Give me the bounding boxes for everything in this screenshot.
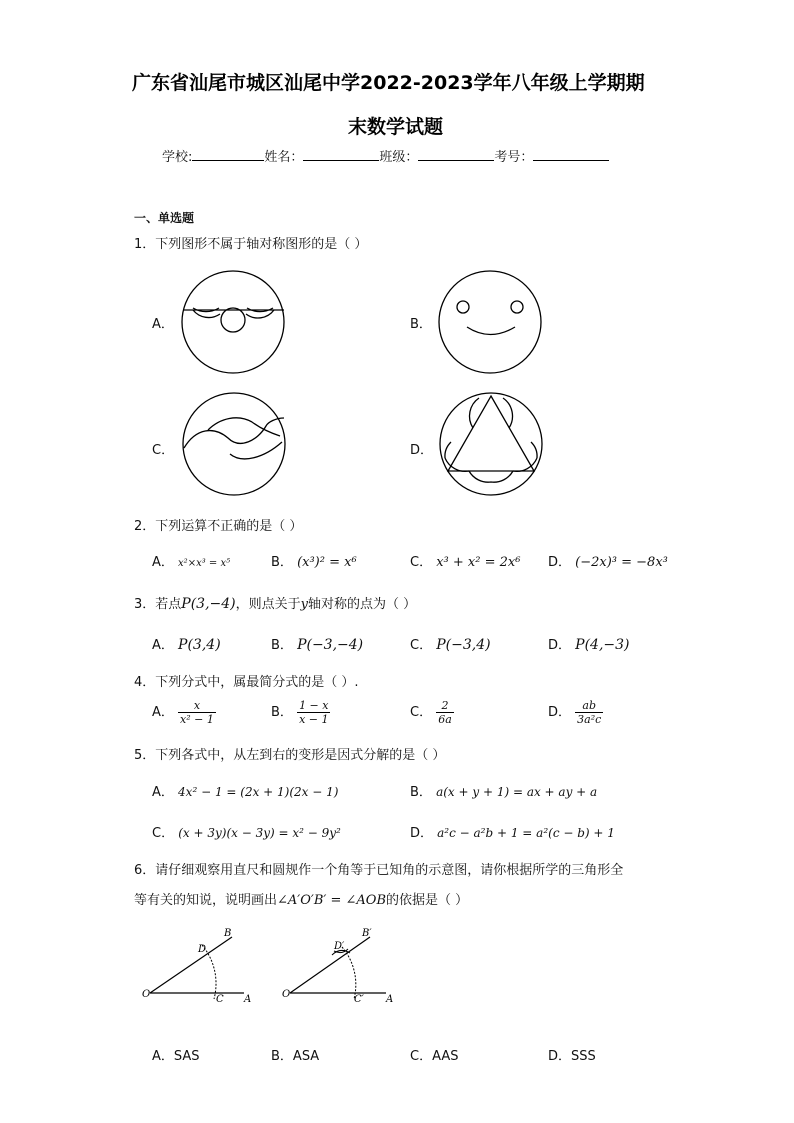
q2-option-c-expr: x³ + x² = 2x⁶ [436,555,521,570]
q2-option-d[interactable] [548,551,668,570]
q3-option-d[interactable] [548,634,630,653]
q4-a-denominator: x² − 1 [180,713,214,726]
student-info-line [162,146,609,165]
q6-left-label-a: A [244,994,252,1005]
q4-stem: 4．下列分式中，属最简分式的是（ ）. [134,675,359,690]
q1-figure-c[interactable] [180,392,288,496]
q5-option-c[interactable] [152,822,341,841]
q4-b-denominator: x − 1 [299,713,329,726]
q6-option-b-text: ASA [292,1049,320,1064]
q3-stem-pre: 3．若点 [134,597,182,612]
q6-option-a[interactable] [152,1045,200,1064]
q5-option-d-label: D． [410,826,434,841]
q4-c-denominator: 6a [438,713,452,726]
q1-figure-d[interactable] [437,392,545,496]
q6-stem-line1: 6．请仔细观察用直尺和圆规作一个角等于已知角的示意图，请你根据所学的三角形全 [134,863,624,878]
q6-left-label-b: B [224,928,232,939]
q5-option-c-label: C． [152,826,175,841]
q2-option-d-label: D． [548,555,572,570]
q3-stem-axis: y [300,597,308,612]
q3-option-d-label: D． [548,638,572,653]
q3-option-c-label: C． [410,638,433,653]
q5-option-d-expr: a²c − a²b + 1 = a²(c − b) + 1 [437,826,615,840]
q6-right-label-b: B′ [362,928,372,939]
q4-option-d-label: D． [548,705,572,720]
q3-stem-point: P(3,−4) [181,596,236,612]
q6-option-d[interactable] [548,1045,596,1064]
q5-option-c-expr: (x + 3y)(x − 3y) = x² − 9y² [178,826,341,840]
q6-option-b-label: B． [271,1049,293,1064]
q1-option-a-label[interactable]: A． [152,317,174,332]
q6-stem-line2-pre: 等有关的知说，说明画出 [134,893,278,908]
q1-figure-a[interactable] [180,270,290,374]
q4-d-numerator: ab [582,699,597,712]
q1-option-d-label[interactable]: D． [410,443,434,458]
q3-option-c[interactable] [410,634,491,653]
q4-option-b-fraction [297,699,330,726]
q2-option-a-label: A． [152,555,174,570]
q4-b-numerator: 1 − x [299,699,329,712]
q3-option-a[interactable] [152,634,221,653]
q6-right-label-a: A [386,994,394,1005]
q4-option-a-label: A． [152,705,174,720]
q3-option-c-expr: P(−3,4) [436,637,491,653]
q2-option-b[interactable] [271,551,357,570]
q3-option-b[interactable] [271,634,363,653]
q5-option-b-label: B． [410,785,432,800]
q2-option-a[interactable] [152,551,230,570]
school-blank[interactable] [192,148,264,161]
q6-option-c[interactable] [410,1045,458,1064]
q3-option-a-label: A． [152,638,174,653]
q5-option-b-expr: a(x + y + 1) = ax + ay + a [436,785,598,799]
q1-option-b-label[interactable]: B． [410,317,432,332]
q2-stem: 2．下列运算不正确的是（ ） [134,519,303,534]
q3-option-d-expr: P(4,−3) [575,637,630,653]
q4-option-c-label: C． [410,705,433,720]
school-label: 学校: [162,150,193,165]
q3-option-b-label: B． [271,638,293,653]
class-label: 班级： [379,150,419,165]
q4-a-numerator: x [193,699,201,712]
q2-option-d-expr: (−2x)³ = −8x³ [575,555,668,570]
q4-option-b[interactable] [271,699,330,726]
q6-option-b[interactable] [271,1045,319,1064]
q4-option-a-fraction [178,699,216,726]
q4-option-d-fraction [575,699,603,726]
q3-option-a-expr: P(3,4) [178,637,221,653]
page-title-line1: 广东省汕尾市城区汕尾中学2022-2023学年八年级上学期期 [132,72,645,94]
q3-stem-post: 轴对称的点为（ ） [308,597,417,612]
q4-option-c-fraction [436,699,454,726]
q4-option-a[interactable] [152,699,216,726]
q3-stem [134,593,416,612]
q6-option-d-text: SSS [571,1049,596,1064]
q6-figure-left [140,925,265,1005]
q6-stem-line2 [134,889,468,908]
q2-option-c[interactable] [410,551,520,570]
q6-right-label-d: D′ [334,941,345,952]
q6-left-label-o: O [142,989,151,1000]
q6-option-d-label: D． [548,1049,572,1064]
q6-option-c-label: C． [410,1049,433,1064]
name-blank[interactable] [303,148,379,161]
q4-option-c[interactable] [410,699,454,726]
q2-option-a-expr: x²×x³ = x⁵ [178,558,231,569]
name-label: 姓名： [264,150,304,165]
q6-figure-right [280,925,405,1005]
q6-stem-angle-expr: ∠A′O′B′ = ∠AOB [277,893,387,908]
q1-stem: 1．下列图形不属于轴对称图形的是（ ） [134,237,368,252]
q1-option-c-label[interactable]: C． [152,443,175,458]
q6-option-a-text: SAS [173,1049,200,1064]
q5-option-a-label: A． [152,785,174,800]
number-label: 考号： [494,150,534,165]
q3-option-b-expr: P(−3,−4) [297,637,364,653]
q5-option-d[interactable] [410,822,615,841]
q2-option-b-label: B． [271,555,293,570]
number-blank[interactable] [533,148,609,161]
q4-option-d[interactable] [548,699,603,726]
section-heading: 一、单选题 [134,211,195,225]
q6-left-label-d: D [198,944,207,955]
class-blank[interactable] [418,148,494,161]
page-title-line2: 末数学试题 [348,116,444,138]
q4-d-denominator: 3a²c [577,713,602,726]
q2-option-c-label: C． [410,555,433,570]
q6-option-c-text: AAS [432,1049,459,1064]
q6-right-label-o: O [282,989,291,1000]
q1-figure-b[interactable] [437,270,543,374]
q3-stem-mid: ，则点关于 [235,597,301,612]
q4-c-numerator: 2 [441,699,449,712]
q6-stem-line2-post: 的依据是（ ） [386,893,469,908]
q5-option-a[interactable] [152,781,338,800]
q5-stem: 5．下列各式中，从左到右的变形是因式分解的是（ ） [134,748,446,763]
q6-left-label-c: C [216,994,224,1005]
q4-option-b-label: B． [271,705,293,720]
q2-option-b-expr: (x³)² = x⁶ [297,555,357,570]
q6-right-label-c: C′ [354,994,364,1005]
q5-option-b[interactable] [410,781,597,800]
q6-option-a-label: A． [152,1049,174,1064]
q5-option-a-expr: 4x² − 1 = (2x + 1)(2x − 1) [178,785,339,799]
